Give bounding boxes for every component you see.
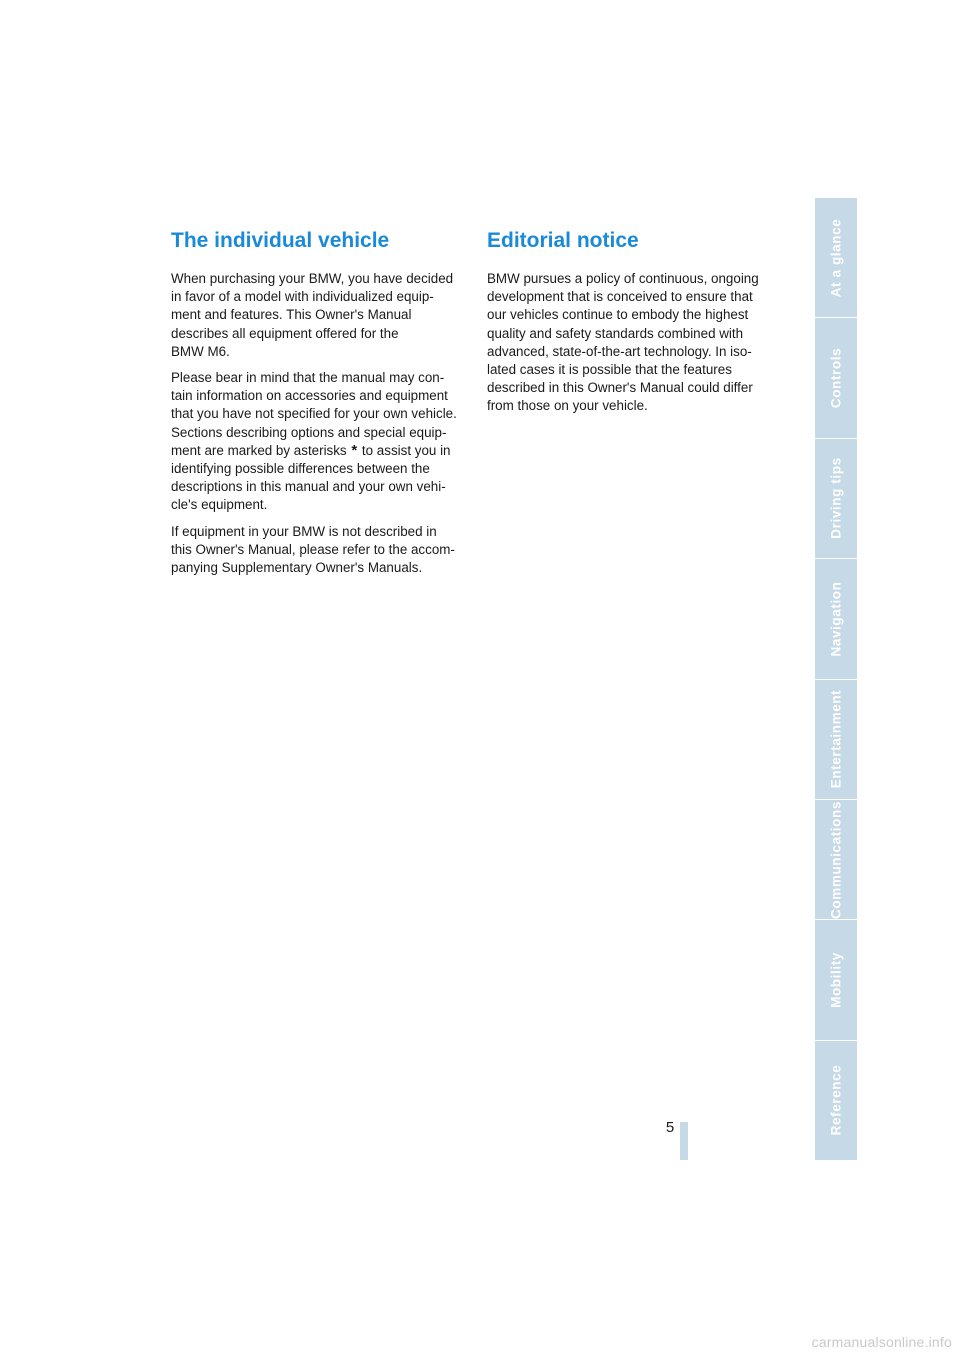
paragraph: BMW pursues a policy of continuous, ongoing development that is conceived to ensure that our vehicles continue to embody the highest quality and safety standards combined with advanced, state-of-the-art technology. In iso- lated cases it is possible that the features described in this Owner's Manual could differ from those on your vehicle. xyxy=(487,271,759,414)
tab-label: Controls xyxy=(828,347,844,409)
chapter-tab-strip xyxy=(815,198,857,1160)
tab-reference[interactable] xyxy=(815,1041,857,1160)
tab-label: Driving tips xyxy=(828,457,844,540)
section-heading: The individual vehicle xyxy=(171,229,390,252)
section-individual-vehicle xyxy=(171,226,467,585)
page-number: 5 xyxy=(665,1119,675,1136)
watermark: carmanualsonline.info xyxy=(811,1334,952,1350)
tab-label: Reference xyxy=(828,1064,844,1136)
tab-entertainment[interactable] xyxy=(815,680,857,800)
tab-label: Navigation xyxy=(828,581,844,657)
tab-driving-tips[interactable] xyxy=(815,439,857,559)
section-heading: Editorial notice xyxy=(487,229,639,252)
paragraph-text: Please bear in mind that the manual may con- tain information on accessories and equipment that you have not specified for your own vehicle. Sections describing options and special equip- ment are marked by asterisks xyxy=(171,370,457,458)
tab-at-a-glance[interactable] xyxy=(815,198,857,318)
tab-label: At a glance xyxy=(828,218,844,297)
tab-navigation[interactable] xyxy=(815,559,857,679)
tab-communications[interactable] xyxy=(815,800,857,920)
tab-label: Entertainment xyxy=(828,689,844,789)
asterisk-icon: * xyxy=(351,441,358,459)
tab-mobility[interactable] xyxy=(815,920,857,1040)
paragraph: If equipment in your BMW is not described in this Owner's Manual, please refer to the accom- panying Supplementary Owner's Manuals. xyxy=(171,523,455,576)
section-editorial-notice xyxy=(487,226,783,424)
page-marker xyxy=(680,1122,688,1160)
paragraph: When purchasing your BMW, you have decided in favor of a model with individualized equip- ment and features. This Owner's Manual describes all equipment offered for the BMW M6. xyxy=(171,271,454,359)
tab-controls[interactable] xyxy=(815,318,857,438)
tab-label: Communications xyxy=(828,800,844,919)
paragraph xyxy=(171,369,467,515)
tab-label: Mobility xyxy=(828,952,844,1008)
paragraph-text: to assist you in identifying possible differences between the descriptions in this manual and your own vehi- cle's equipment. xyxy=(171,442,451,513)
